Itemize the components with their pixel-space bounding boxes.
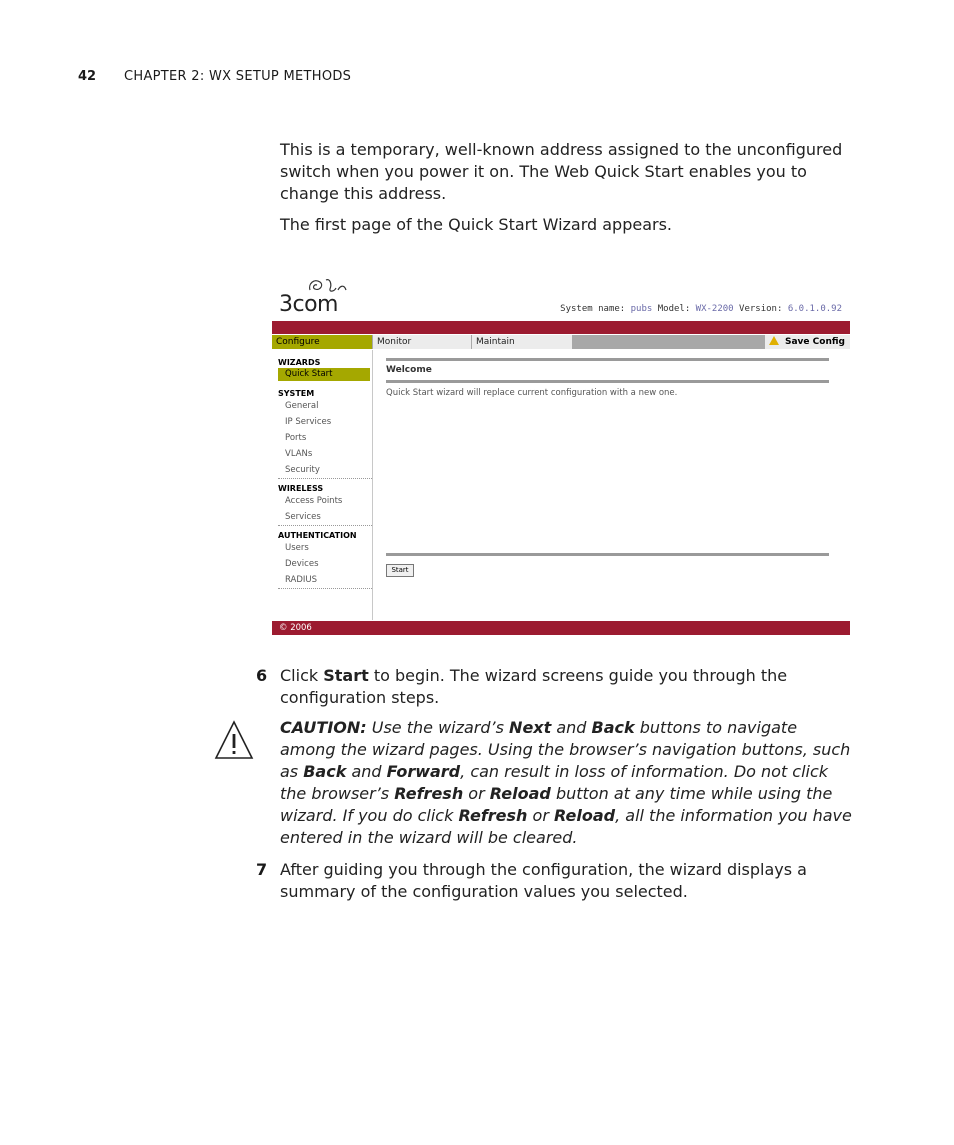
step-number: 6 — [256, 666, 268, 685]
tab-monitor[interactable]: Monitor — [373, 335, 471, 349]
step-number: 7 — [256, 860, 268, 879]
sidebar-item-ip-services[interactable]: IP Services — [285, 417, 332, 427]
section-rule — [386, 553, 829, 556]
sidebar-item-devices[interactable]: Devices — [285, 559, 319, 569]
system-info: System name: pubs Model: WX-2200 Version: 6.0.1.0.92 — [560, 304, 842, 314]
sidebar-item-access-points[interactable]: Access Points — [285, 496, 343, 506]
header-bar — [272, 321, 850, 334]
start-button[interactable]: Start — [386, 564, 414, 577]
welcome-heading: Welcome — [386, 365, 432, 375]
caution-text: CAUTION: Use the wizard’s Next and Back buttons to navigate among the wizard pages. Using the browser’s navigation buttons, such as Back and Forward, can result in loss of information. Do not click the browser’s Refresh or Reload button at any time while using the wizard. If you do click Refresh or Reload, all the information you have entered in the wizard will be cleared. — [280, 718, 852, 847]
caution-icon — [214, 720, 254, 760]
sidebar-divider — [278, 588, 372, 589]
section-rule — [386, 358, 829, 361]
footer-bar: © 2006 — [272, 621, 850, 635]
sidebar-heading-wireless: WIRELESS — [278, 484, 324, 493]
sidebar-heading-system: SYSTEM — [278, 389, 315, 398]
intro-paragraph: This is a temporary, well-known address assigned to the unconfigured switch when you power it on. The Web Quick Start enables you to change this address. — [280, 140, 843, 203]
sidebar-divider — [278, 525, 372, 526]
chapter-title: CHAPTER 2: WX SETUP METHODS — [124, 69, 352, 84]
tab-bar — [272, 335, 850, 349]
section-rule — [386, 380, 829, 383]
sidebar-divider — [278, 478, 372, 479]
page-number: 42 — [78, 69, 97, 84]
sidebar-heading-authentication: AUTHENTICATION — [278, 531, 357, 540]
sidebar-item-services[interactable]: Services — [285, 512, 321, 522]
sidebar — [272, 350, 373, 620]
sidebar-item-security[interactable]: Security — [285, 465, 320, 475]
welcome-text: Quick Start wizard will replace current configuration with a new one. — [386, 388, 678, 398]
sidebar-item-radius[interactable]: RADIUS — [285, 575, 318, 585]
sidebar-item-ports[interactable]: Ports — [285, 433, 307, 443]
quick-start-screenshot — [270, 268, 850, 637]
tab-maintain[interactable]: Maintain — [472, 335, 572, 349]
sidebar-heading-wizards: WIZARDS — [278, 358, 321, 367]
wizard-appears-paragraph: The first page of the Quick Start Wizard appears. — [280, 215, 673, 234]
tab-configure[interactable]: Configure — [272, 335, 372, 349]
sidebar-item-general[interactable]: General — [285, 401, 319, 411]
sidebar-item-vlans[interactable]: VLANs — [285, 449, 313, 459]
step-6-text: Click Start to begin. The wizard screens guide you through the configuration steps. — [280, 666, 788, 707]
save-config-button[interactable]: Save Config — [765, 335, 850, 349]
step-7-text: After guiding you through the configuration, the wizard displays a summary of the configuration values you selected. — [280, 860, 807, 901]
warning-icon — [769, 336, 779, 345]
sidebar-item-users[interactable]: Users — [285, 543, 309, 553]
3com-logo-text: 3com — [279, 292, 338, 317]
sidebar-item-quick-start[interactable]: Quick Start — [278, 368, 370, 381]
